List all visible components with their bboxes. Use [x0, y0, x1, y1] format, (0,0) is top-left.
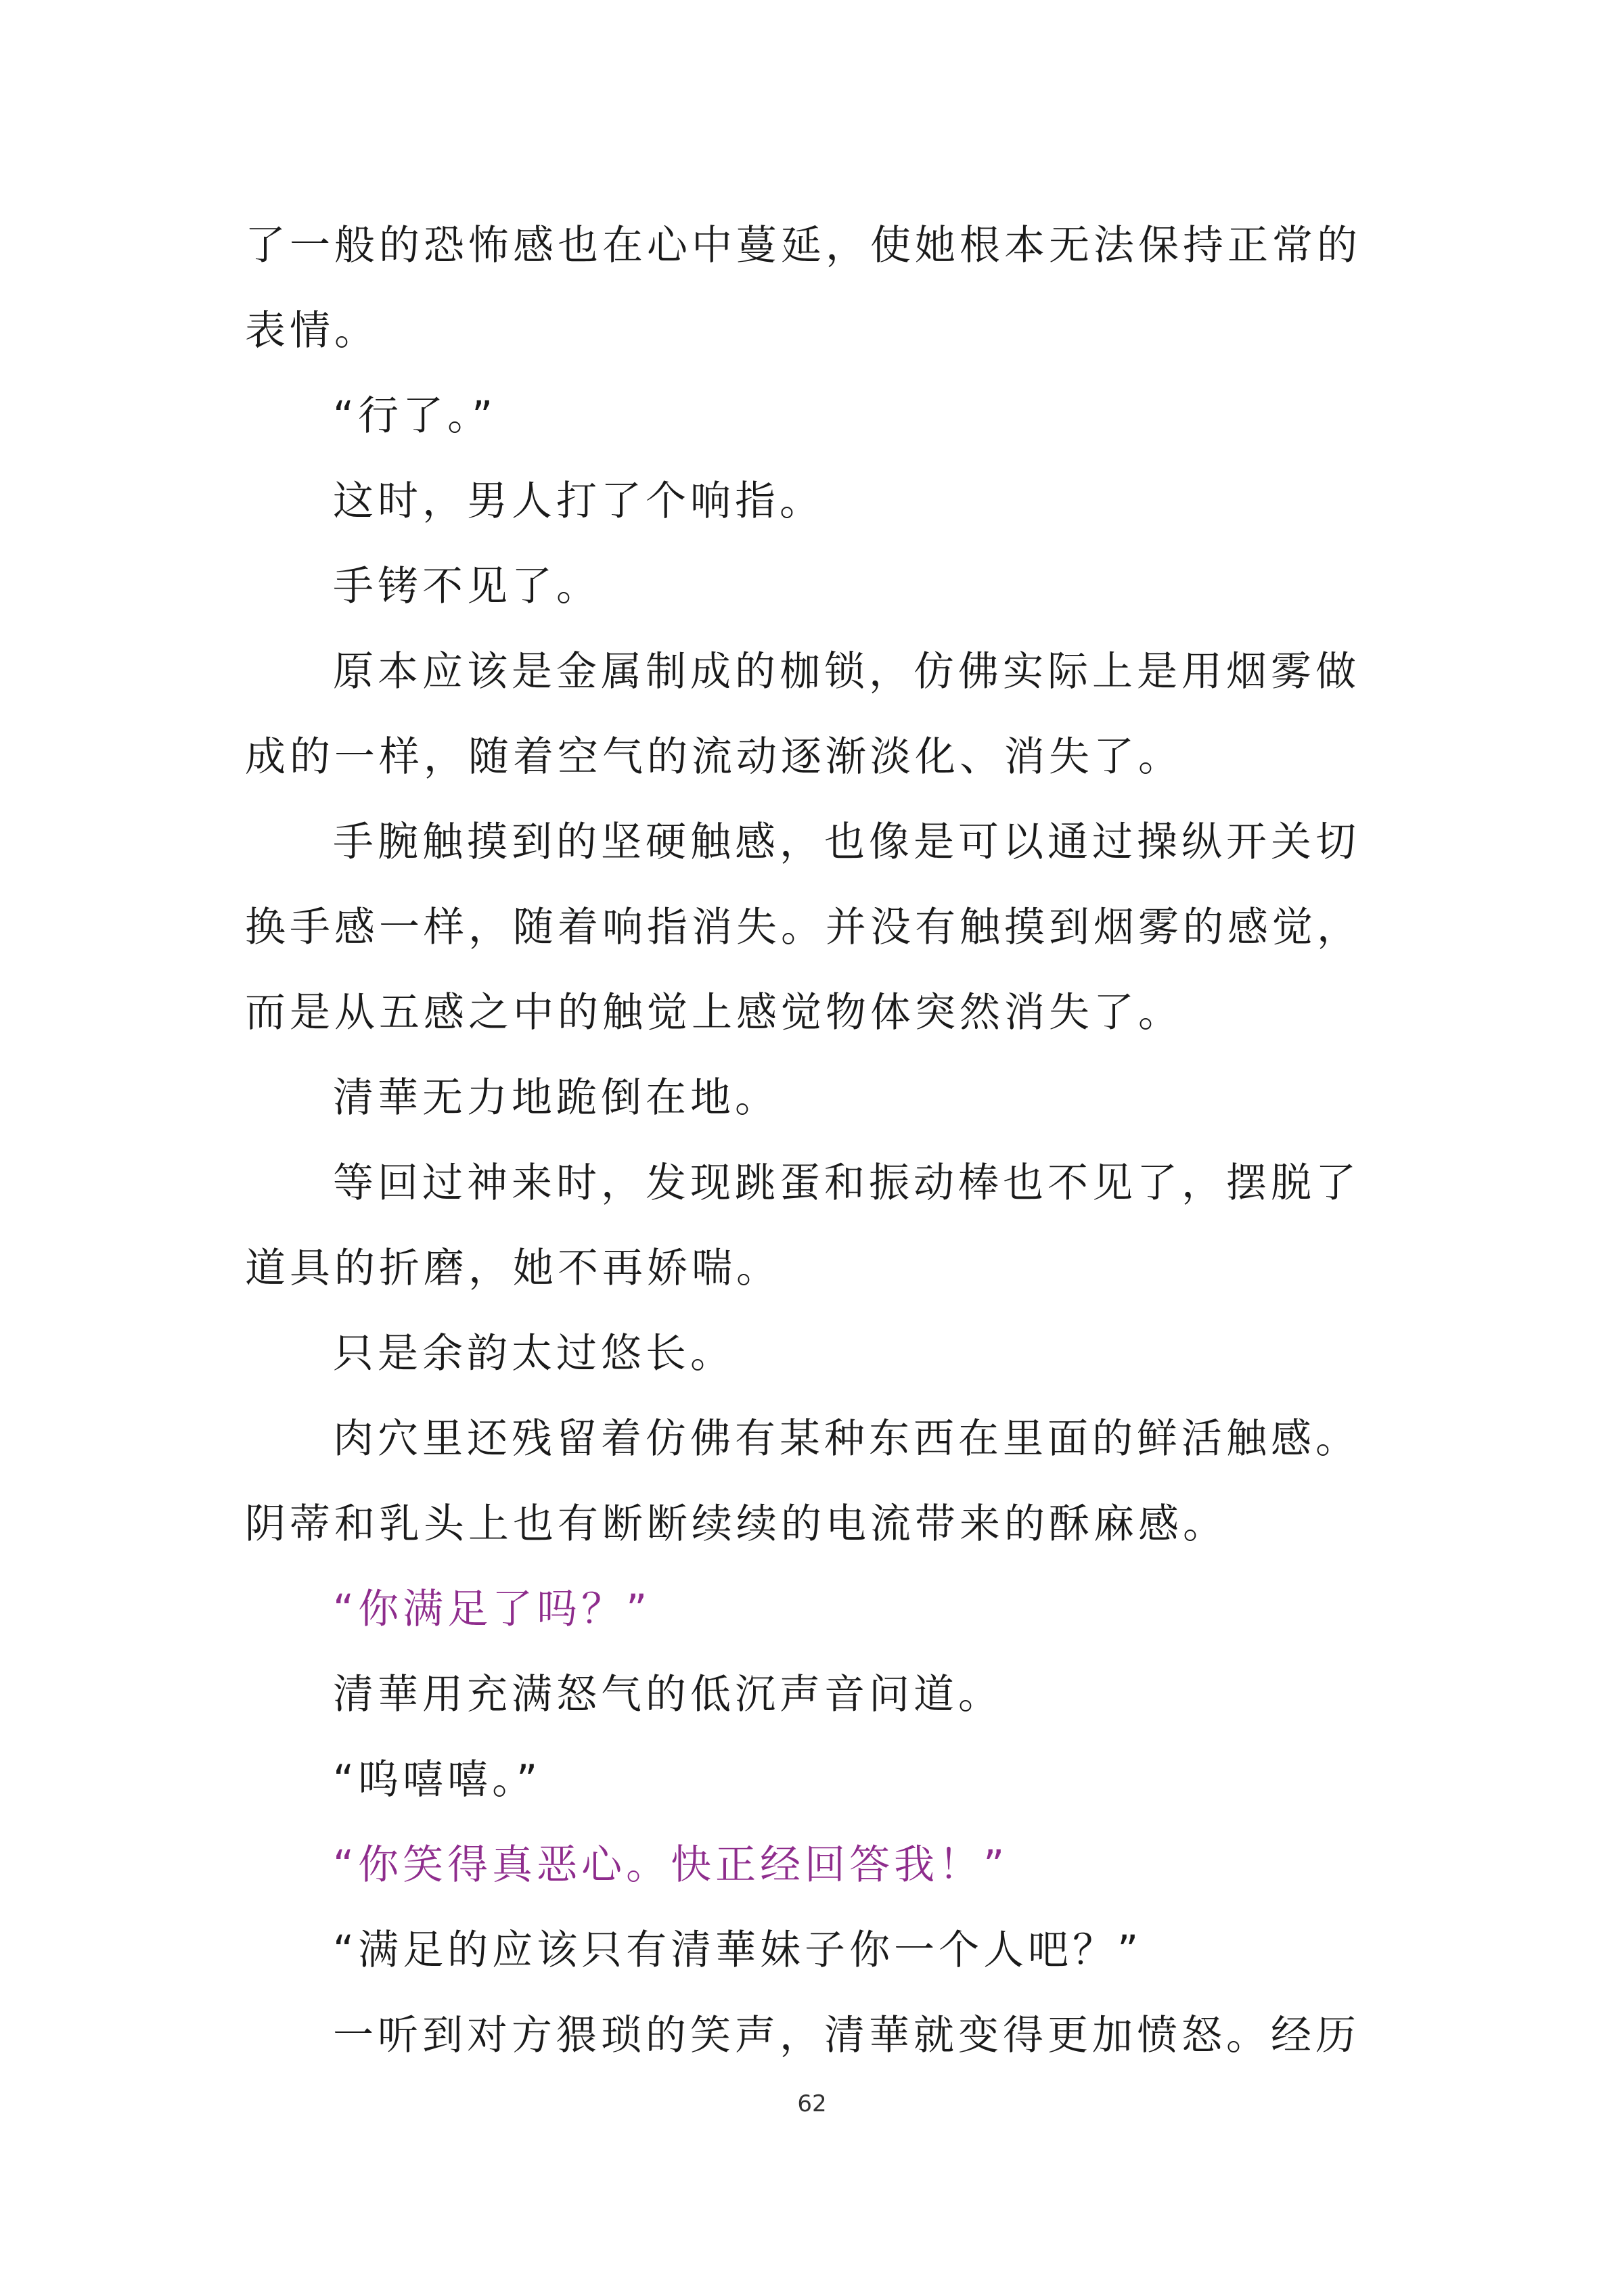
page-number: 62	[797, 2090, 827, 2117]
text-line-continued: 表情。	[245, 307, 379, 354]
text-line-continued: 阴蒂和乳头上也有断断续续的电流带来的酥麻感。	[245, 1500, 1227, 1548]
paragraph-line: 清華无力地跪倒在地。	[333, 1074, 780, 1122]
paragraph-line: 肉穴里还残留着仿佛有某种东西在里面的鲜活触感。	[333, 1415, 1360, 1463]
heroine-dialogue-line: “你笑得真恶心。快正经回答我！”	[333, 1841, 1009, 1889]
dialogue-line: “满足的应该只有清華妹子你一个人吧？”	[333, 1927, 1143, 1974]
paragraph-line: 手腕触摸到的坚硬触感，也像是可以通过操纵开关切	[333, 819, 1360, 866]
paragraph-line: 等回过神来时，发现跳蛋和振动棒也不见了，摆脱了	[333, 1160, 1360, 1207]
paragraph-line: 手铐不见了。	[333, 563, 601, 610]
paragraph-line: 原本应该是金属制成的枷锁，仿佛实际上是用烟雾做	[333, 648, 1360, 695]
body-text	[245, 203, 1395, 2078]
dialogue-line: “呜嘻嘻。”	[333, 1756, 542, 1804]
heroine-dialogue-line: “你满足了吗？”	[333, 1586, 652, 1633]
text-line-continued: 而是从五感之中的触觉上感觉物体突然消失了。	[245, 989, 1183, 1036]
text-line-continued: 了一般的恐怖感也在心中蔓延，使她根本无法保持正常的	[245, 222, 1361, 269]
dialogue-line: “行了。”	[333, 392, 497, 440]
text-line-continued: 道具的折磨，她不再娇喘。	[245, 1245, 781, 1292]
text-line-continued: 换手感一样，随着响指消失。并没有触摸到烟雾的感觉，	[245, 904, 1361, 951]
text-line-continued: 成的一样，随着空气的流动逐渐淡化、消失了。	[245, 733, 1183, 781]
paragraph-line: 这时，男人打了个响指。	[333, 478, 824, 525]
paragraph-line: 只是余韵太过悠长。	[333, 1330, 735, 1377]
paragraph-line: 一听到对方猥琐的笑声，清華就变得更加愤怒。经历	[333, 2012, 1360, 2059]
paragraph-line: 清華用充满怒气的低沉声音问道。	[333, 1671, 1003, 1718]
